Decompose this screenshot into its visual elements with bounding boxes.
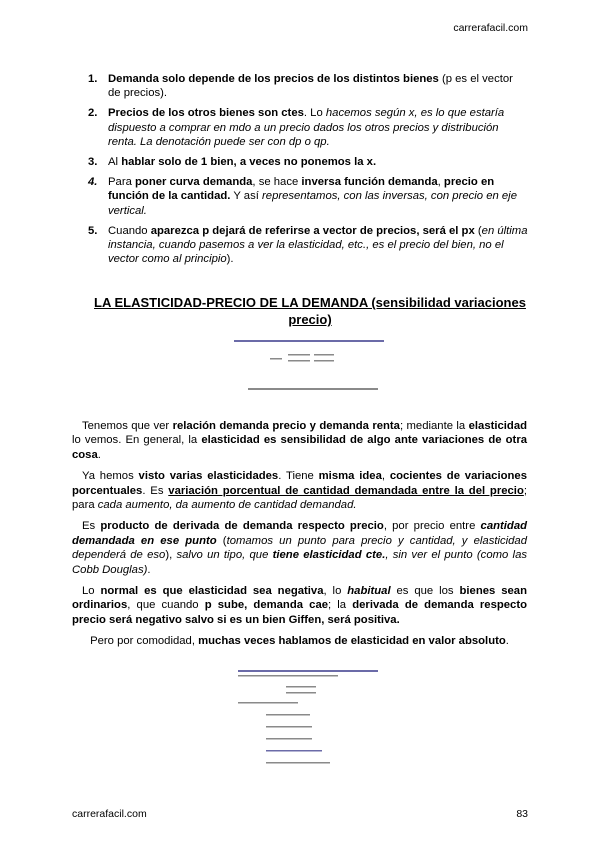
elasticity-classification-image — [236, 668, 386, 770]
page-number: 83 — [516, 808, 528, 820]
list-item — [88, 175, 528, 218]
list-item — [88, 106, 528, 149]
paragraph: Pero por comodidad, muchas veces hablamos de elasticidad en valor absoluto. — [90, 635, 509, 648]
list-number: 2. — [88, 107, 98, 120]
paragraph: Es producto de derivada de demanda respecto precio, por precio entre cantidad demandada en ese punto (tomamos un punto para precio y cantidad, y elasticidad dependerá de eso), salvo un tipo, que tiene elasticidad cte., sin ver el punto (como las Cobb Douglas). — [72, 520, 527, 576]
list-text: Cuando aparezca p dejará de referirse a vector de precios, será el px (en última instancia, cuando pasemos a ver la elasticidad, etc., es el precio del bien, no el vector como al principio). — [108, 224, 528, 266]
list-number: 4. — [88, 176, 98, 189]
list-text: Demanda solo depende de los precios de los distintos bienes (p es el vector de precios). — [108, 73, 513, 100]
section-title: LA ELASTICIDAD-PRECIO DE LA DEMANDA (sensibilidad variaciones precio) — [94, 295, 526, 327]
list-text: Precios de los otros bienes son ctes. Lo hacemos según x, es lo que estaría dispuesto a comprar en mdo a un precio dados los otros precios y distribución renta. La denotación puede ser con dp o qp. — [108, 107, 505, 148]
list-text: Al hablar solo de 1 bien, a veces no ponemos la x. — [108, 156, 377, 169]
paragraph: Tenemos que ver relación demanda precio y demanda renta; mediante la elasticidad lo vemos. En general, la elasticidad es sensibilidad de algo ante variaciones de otra cosa. — [72, 420, 528, 461]
list-item — [88, 155, 528, 169]
paragraph: Lo normal es que elasticidad sea negativa, lo habitual es que los bienes sean ordinarios, que cuando p sube, demanda cae; la derivada de demanda respecto precio será negativo salvo si es un bien Giffen, será positiva. — [72, 585, 527, 626]
numbered-list — [88, 72, 528, 272]
list-number: 3. — [88, 156, 98, 169]
list-item — [88, 224, 528, 267]
list-text: Para poner curva demanda, se hace inversa función demanda, precio en función de la cantidad. Y así representamos, con las inversas, con precio en eje vertical. — [108, 176, 517, 217]
paragraph: Ya hemos visto varias elasticidades. Tiene misma idea, cocientes de variaciones porcentuales. Es variación porcentual de cantidad demandada entre la del precio; para cada aumento, da aumento de cantidad demandad. — [72, 470, 527, 512]
list-number: 1. — [88, 73, 98, 85]
footer-site: carrerafacil.com — [72, 808, 147, 820]
elasticity-formula-image — [230, 336, 390, 396]
body-text — [72, 419, 527, 656]
list-item — [88, 72, 528, 100]
list-number: 5. — [88, 224, 98, 237]
header-site: carrerafacil.com — [453, 22, 528, 34]
